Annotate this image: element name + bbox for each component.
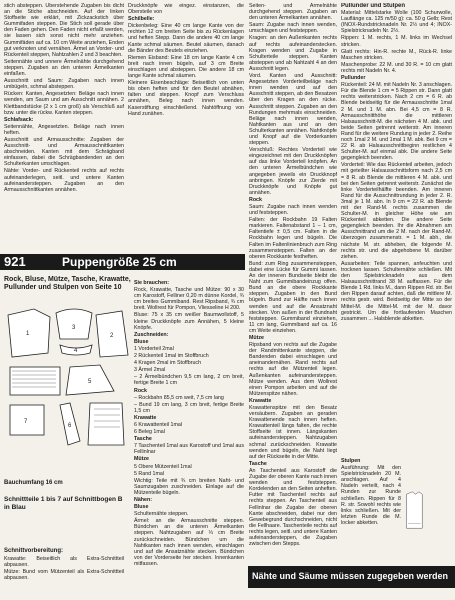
heading: Nähen: — [134, 497, 152, 503]
sub-heading: Rock — [249, 196, 262, 203]
sub-heading: Bluse — [134, 338, 149, 345]
pullover-diagram — [404, 462, 452, 558]
list-item: 1 Vorderteil 2mal — [134, 345, 174, 352]
column-3 — [249, 3, 337, 561]
paragraph: An Taschenteil aus Karostoff die Zugabe der oberen Kante nach innen wenden und feststeppen. Kordelenden an den Seiten anheften. Futter mit Taschenteil rechts auf rechts steppen. An Taschenteil aus Fellinlnar die Zugabe der oberen Kante abschneiden, dabei nur den Gewebegrund durchschneiden, nicht die Fellhaare. Taschenteile rechts auf rechts legen, seitl. und untere Kanten aufeinandersteppen, die Zugaben zwischen den Stepps. — [249, 467, 337, 548]
list-item: – Rockbahn 85,5 cm weit, 7,5 cm lang — [134, 394, 224, 401]
column-4 — [341, 3, 452, 455]
paragraph: Mütze: Bund vom Mützenteil als Extra-Schnittteil abpausen. — [4, 569, 124, 582]
paragraph: Bluse: 75 x 35 cm weißer Baumwollstoff, 5 kleine Druckknöpfe zum Annähen, 5 kleine Knöpfe. — [134, 312, 244, 331]
pullover-shape — [88, 403, 124, 445]
paragraph: Rücken: Kanten, Angesetzten: Beläge nach innen wenden, am Saum und am Ausschnitt annähen. 2 Klettbandstücke (2 x 1 cm groß) als Verschluß auf bzw. unter die rückw. Kanten steppen. — [4, 91, 124, 116]
paragraph: Schulternähte steppen. — [134, 511, 189, 518]
paragraph: Ausarbeiten: Teile spannen, anfeuchten und trocknen lassen. Schulternähte schließen. Mit den Spielstricknadeln aus dem Halsausschnittrand 38 M. auffassen. Für die Blende 1 Rd. links M., dann Rippen Rd. str. Bei den Rippen darauf achten, daß die mittlere M. rechts gestr. wird. Beidseitig der Mitte so der Mittel-M. die Mittel-M. mit der M. davor gestrickt. Um die fortlaufenden Maschen zusammen ... Halsblende abketten. — [341, 260, 452, 322]
list-item: 4 Kragen 2mal im Stoffbruch — [134, 360, 202, 367]
section-heading: Schlafsack: — [4, 116, 34, 123]
sub-heading: Mütze — [249, 334, 265, 341]
list-item: 5 Rand 1mal — [134, 470, 165, 477]
list-item: 2 Rückenteil 1mal im Stoffbruch — [134, 353, 209, 360]
column-2-materials — [134, 280, 244, 596]
sub-heading: Bluse — [134, 504, 149, 511]
section-heading: Schilbelle: — [128, 16, 155, 23]
paragraph: Verschluß: Rechtes Vorderteil wie eingezeichnet mit den Druckknöpfen auf das linke Vorderteil knöpfen. An den unteren Ärmelbündchen wie angegeben jeweils ein Druckknopf anbringen. Knöpfe zur Zierde mit Druckknöpfe und Knöpfe gut annähen. — [249, 147, 337, 196]
paragraph: Ausschnitt und Saum: Zugaben nach innen umbügeln, schmal absteppen. — [4, 78, 124, 91]
list-item: 7 Taschenteil 1mal aus Karostoff und 1mal aus Fellinlnar — [134, 443, 244, 456]
paragraph: Glatt rechts: Hin-R. rechte M., Rück-R. linke Maschen stricken. — [341, 48, 452, 61]
list-item: 6 Beleg 1mal — [134, 429, 165, 436]
waist-caption: Bauchumfang 16 cm — [4, 480, 63, 486]
paragraph: Vorderteil: Wie das Rückenteil arbeiten, jedoch mit geteilter Halsausschnittsform nach 2,5 cm = 8 R. ab Blende die mittleren 4 M. abk. und bei den Seiten getrennt weiterstr. Zunächst die linke Vorderteilhälfte beenden. Am inneren Rand für die Ausschnittrundung in jeder 2. R. 3mal je 1 M. abn. In 9 cm = 22 R. ab Blende mit der Rand-M. rechts zusammen die Schulter-M. in gleicher Höhe wie am Rückenteil abketten. Die andere Seite gegengleich beenden. Ihr die Abnahmen am Ausschnittrand um die 2 M. nach der Rand-M. überzogen zusammenstr. = 1 M. abh., die nächste M. str. abheben, die folgende M. rechts str. und die abgehobene M. darüber ziehen. — [341, 162, 452, 260]
paragraph: Seiten- und Ärmelnähte durchgehend steppen. Zugaben an den unteren Ärmelkanten annähen. — [249, 3, 337, 22]
paragraph: Falten: der Rockbahn 19 Falten markieren. Faltenabstand 1 – 1 cm, Faltentiefe ± 0,5 cm. Falten in die Rockbahn legen und bügeln. Die Falten im Faltenlinienbruch zum Ring zusammensteppen. Falten an der oberen Rockkante festheften. — [249, 217, 337, 260]
paragraph: Druckknöpfe wie eingez. einstanzen, die Obersteile von — [128, 3, 244, 16]
piece-number-3: 3 — [72, 325, 76, 331]
heading: Zuschneiden: — [134, 331, 169, 338]
paragraph: Krawatte: Beiseitlich als Extra-Schnittteil abpausen. — [4, 556, 124, 569]
heading: Pullunder und Stulpen — [341, 3, 405, 9]
piece-number-6: 6 — [68, 423, 72, 429]
paragraph: Rippen: 1 M. rechts, 1 M. links im Wechsel stricken. — [341, 35, 452, 48]
paragraph: Rock, Krawatte, Tasche und Mütze: 90 x 30 cm Karostoff, Felliner 0,20 m dünne Kordel, ¾ cm breites Gummiband. Rest Ripsband, ¾ cm breit. Wollrest für Pompon, Vliesseline H 200. — [134, 287, 244, 312]
paragraph: Krawattenspitze mit den Besatz versäubern. Zugaben an geraden Krawattenende nach innen heften. Krawattenteil längs falten, die rechte Stoffseite ist innen. Längskanten aufeinandersteppen. Nahtzugaben schmal zurückschneiden. Krawatte wenden und bügeln, die Naht liegt auf der Rückseite in der Mitte. — [249, 405, 337, 460]
paragraph: Seitennähte, Angesetzten. Beläge nach innen heften. — [4, 123, 124, 136]
pullover-outline — [406, 492, 422, 528]
paragraph: Nähte: Vorder- und Rückenteil rechts auf rechts aufeinanderlegen, seitl. und untere Kanten aufeinandersteppen. Zugaben an den Armausschnittkanten annähen. — [4, 168, 124, 193]
bottom-banner-text: Nähte und Säume müssen zugegeben werden — [252, 571, 449, 581]
sub-heading: Tasche — [249, 460, 267, 467]
pattern-pieces-caption: Schnittteile 1 bis 7 auf Schnittbogen B in Blau — [4, 496, 123, 511]
paragraph: Seitennähte und unnere Ärmelnähte durchgehend steppen. Zugaben an den unteren Ärmelkanten einfaßen. — [4, 58, 124, 78]
sub-heading: Krawatte — [134, 414, 157, 421]
pattern-prep-heading: Schnittvorbereitung: — [4, 548, 64, 554]
paragraph: Saum: Zugabe nach innen wenden und feststeppen. — [249, 204, 337, 217]
paragraph: Ärmel: an die Armausschnitte steppen. Bündchen an die unteren Ärmelkanten steppen. Nahtzugaben auf ⅓ cm Breite zurückschneiden. Bündchen um die Nahtkanten nach innen wenden, einschlagen und auf die Ansatznähte stecken. Bündchen von der Vorderseite her stecken. Innenkanten mitfassen. — [134, 518, 244, 567]
paragraph: Saum: Zugabe nach innen wenden, umschlagen und feststeppen. — [249, 22, 337, 35]
paragraph: Rückenteil: 24 M. mit Nadeln Nr. 3 anschlagen. Für die Blende 1 cm = 5 Rippen str. Dann glatt rechts weiterstricken. Nach 2 cm = 6 R. ab Blende beidseitig für die Armausschnitte 1mal 2 M. und 1 M. abn. Bei 4,5 cm = 8 R. Armausschnitthöhe die mittleren Halsausschnitt-M. die nächsten 4 M. abk. und beide Seiten getrennt weiterstr. Am inneren Rand für die weitere Rundung in jeder 2. Reihe noch 1mal 2 M. und 1mal 1 M. abk. Bei 9 cm = 22 R. ab Halsausschnittbeginn restlichen 4 Schulter-M. auf einmal abk. Die andere Seite gegengleich beenden. — [341, 82, 452, 162]
sub-heading: Tasche — [134, 436, 152, 443]
pattern-subtitle: Rock, Bluse, Mütze, Tasche, Krawatte, Pullunder und Stulpen von Seite 10 — [4, 276, 131, 291]
paragraph: stich absteppen. Überstehende Zugaben bis dicht an die Stiche abschneiden. Auf der linken Stoffseite wie erklärt, mit Zickzackstich über Gummifaden steppen. Die Stich soll gerade über den Faden gehen. Den Faden nicht erfaßt werden, sie lassen sich sonst nicht mehr anziehen. Gummifäden auf ca. 10 cm Weite anziehen, Enden gut verknoten und vernähen. Ärmel an Vorder- und Rückenteil steppen, Nahtzahlen 2 und 3 beachten. — [4, 3, 124, 58]
column-2-top — [128, 3, 244, 251]
paragraph: Wichtig: Teile mit ¾ cm breiten Naht- und Saumzugaben zuschneiden. Einlage auf die Mützenteile bügeln. — [134, 477, 244, 496]
sub-heading: Mütze — [134, 456, 150, 463]
piece-number-4: 4 — [74, 348, 78, 354]
column-4-stulpen — [341, 458, 401, 562]
list-item: 6 Krawattenteil 1mal — [134, 421, 182, 428]
heading: Sie brauchen: — [134, 280, 170, 286]
skirt-shape — [10, 367, 60, 395]
list-item: – Bund 19 cm lang, 3 cm breit, fertige Breite 1,5 cm — [134, 401, 244, 414]
piece-number-1: 1 — [26, 331, 30, 337]
paragraph: Vord. Kanten und Ausschnitt: Angesetzten Vorderteilbeläge nach innen wenden und auf den Ausschnitt steppen, ab den Besatzen über den Kragen an den rücke. Ausschnitt steppen. Zugaben an den Rundungen mehrmals einschneiden. Beläge nach innen wenden, Nahtkanten aus und an den Schulterkanten annähen. Nahtknöpfe und Knopf auf die Vorderkanten steppen. — [249, 73, 337, 147]
paragraph: Bund: zum Ring zusammensteppen, dabei eine Lücke für Gummi lassen. An der inneren Bundseite bleibt die Naht zum Gummibandeinzug offen. Bund an die obere Rockkante steppen. Zugaben in den Bund bügeln. Bund zur Hälfte nach innen wenden und auf die Ansatznaht stecken. Von außen in der Bundnaht feststeppen. Gummiband einziehen, 11 cm lang, Gummiband auf ca. 16 cm Weite einziehen. — [249, 260, 337, 334]
sub-heading: Pullunder — [341, 75, 366, 82]
pattern-title: Puppengröße 25 cm — [62, 255, 177, 269]
paragraph: Kleinere Eisenbeschläge: Beiseitlich von unten bis oben heften und für den Beutel abnähen, falten und steppen. Knopf zum Verschluss annähen, Beleg nach innen wenden. Kaserstiftung einschließend. Nahtöffnung von Hand zunähen. — [128, 80, 244, 117]
paragraph: Kragen: an den Außenkanten rechts auf rechts aufeinanderstecken. Kragen wenden und Zugabe in Schulterteile steppen. Kanten absteppen und ab Nahtzahl 4 an den Ausschnitt legen. — [249, 35, 337, 72]
paragraph: Riemen Eisband: Eine 18 cm lange Kante 4 cm breit nach innen bügeln, auf 3 cm Breite einschlagen und absteppen. Die andere 18 cm lange Kante schmal säumen. — [128, 54, 244, 80]
paragraph: Ausführung: Mit den Spielstricknadeln 20 M. anschlagen. Auf 4 Nadeln verteilt, nach 4 Runden zur Runde schließen. Rippen für 8 R. str. Sowohl rechts wie links schließen. Mit der letzten Runde die M. locker abketten. — [341, 465, 401, 526]
column-1-top — [4, 3, 124, 251]
paragraph: Ausschnitt und Armausschnitte: Zugaben der Ausschnitt- und Armausschnittkanten abschneiden. Kanten mit dem Schrägband einfassen, dabei die Schrägbandenden an den Schulterkanten umschlagen. — [4, 136, 124, 168]
paragraph: Dickenbeleg: Eine 40 cm lange Kante von der rechten 12 cm breiten Seite bis zu Rückenlagen und heften Stepp. Dann die andere 40 cm lange Kante schmal säumen. Beutel säumen, danach die Bänder des Beutels einziehen. — [128, 23, 244, 54]
list-item: 3 Ärmel 2mal — [134, 367, 166, 374]
sleeve-shape — [56, 309, 92, 339]
piece-number-7: 7 — [24, 419, 28, 425]
paragraph: Material: Mittelstarke Wolle (100 Schurwolle, Lauflänge ca. 125 m/50 g): ca. 50 g Gelb; Rest (INOX-Rundstricknadeln Nr. 2½ und 4; INOX-Spielstricknadeln Nr. 2½. — [341, 10, 452, 35]
piece-number-2: 2 — [110, 333, 114, 339]
list-item: 5 Obere Mützenteil 1mal — [134, 463, 192, 470]
sub-heading: Krawatte — [249, 397, 272, 404]
column-1-bottom — [4, 556, 124, 596]
sub-heading: Rock — [134, 387, 147, 394]
piece-number-5: 5 — [88, 379, 92, 385]
sub-heading: Stulpen — [341, 458, 361, 464]
pattern-pieces-illustration — [4, 305, 132, 475]
pattern-number: 921 — [4, 254, 26, 269]
paragraph: Ripsband von rechts auf die Zugabe der Randmittenkante steppen, die Bandenden dabei einschlagen und aneinandernähen. Rand rechts auf rechts auf die Mützenteil legen. Außenkanten aufeinandersteppen. Mütze wenden. Aus dem Wollrest einen Pompon arbeiten und auf die Mützenspitze nähen. — [249, 342, 337, 397]
paragraph: Maschenprobe: 22 M. und 30 R. = 10 cm glatt rechts mit Nadeln Nr. 4. — [341, 61, 452, 74]
list-item: – 2 Ärmelbündchen 9,5 cm lang, 2 cm breit, fertige Breite 1 cm — [134, 374, 244, 387]
